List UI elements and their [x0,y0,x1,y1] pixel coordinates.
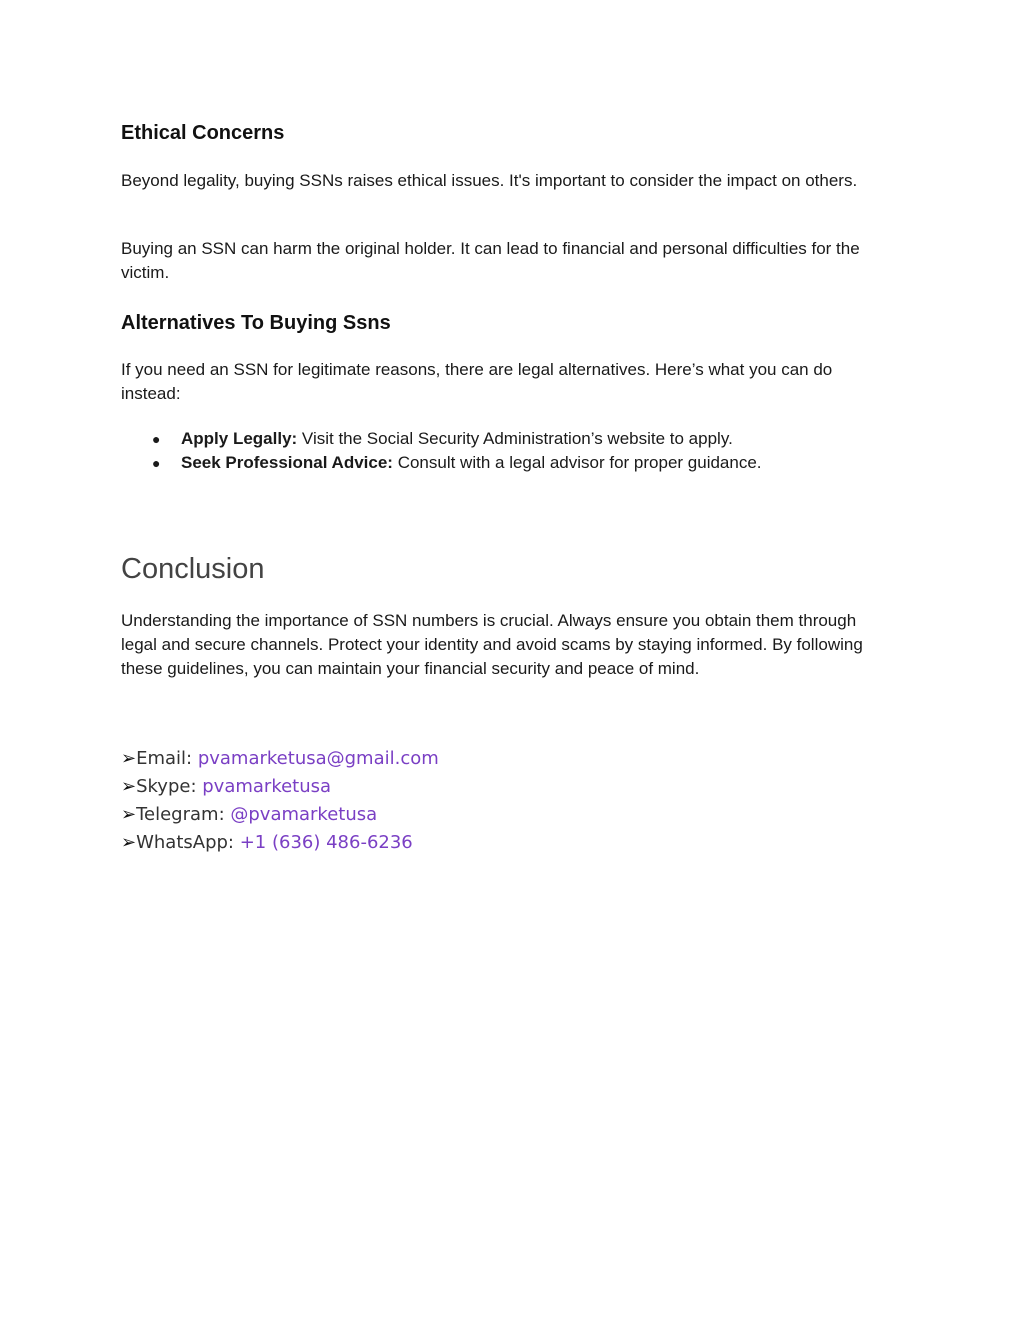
alternatives-heading: Alternatives To Buying Ssns [121,312,391,334]
contact-telegram [121,801,439,829]
arrow-icon: ➢ [121,832,137,853]
bullet-icon: ● [152,455,161,471]
list-item [121,451,762,475]
list-item-text: Visit the Social Security Administration’s website to apply. [297,429,733,448]
arrow-icon: ➢ [121,776,137,797]
conclusion-heading: Conclusion [121,553,265,585]
contact-label: WhatsApp: [136,832,240,853]
contact-label: Telegram: [136,804,231,825]
contact-list [121,745,439,857]
arrow-icon: ➢ [121,748,137,769]
skype-link[interactable]: pvamarketusa [202,776,332,797]
contact-email [121,745,439,773]
list-item-text: Consult with a legal advisor for proper guidance. [392,453,762,472]
ethical-paragraph-1: Beyond legality, buying SSNs raises ethical issues. It's important to consider the impact on others. [121,171,858,190]
list-item-bold: Seek Professional Advice: [181,453,393,472]
alternatives-list [121,427,762,475]
list-item-bold: Apply Legally: [181,429,298,448]
ethical-paragraph-2: Buying an SSN can harm the original holder. It can lead to financial and personal difficulties for the victim. [121,239,860,282]
list-item [121,427,762,451]
contact-label: Skype: [136,776,203,797]
email-link[interactable]: pvamarketusa@gmail.com [197,748,439,769]
arrow-icon: ➢ [121,804,137,825]
conclusion-paragraph: Understanding the importance of SSN numbers is crucial. Always ensure you obtain them through legal and secure channels. Protect your identity and avoid scams by staying informed. By following these guidelines, you can maintain your financial security and peace of mind. [121,611,863,678]
telegram-link[interactable]: @pvamarketusa [230,804,378,825]
contact-label: Email: [136,748,198,769]
bullet-icon: ● [152,431,161,447]
whatsapp-link[interactable]: +1 (636) 486-6236 [239,832,413,853]
alternatives-intro: If you need an SSN for legitimate reasons, there are legal alternatives. Here’s what you can do instead: [121,360,833,403]
ethical-heading: Ethical Concerns [121,122,285,144]
contact-whatsapp [121,829,439,857]
contact-skype [121,773,439,801]
